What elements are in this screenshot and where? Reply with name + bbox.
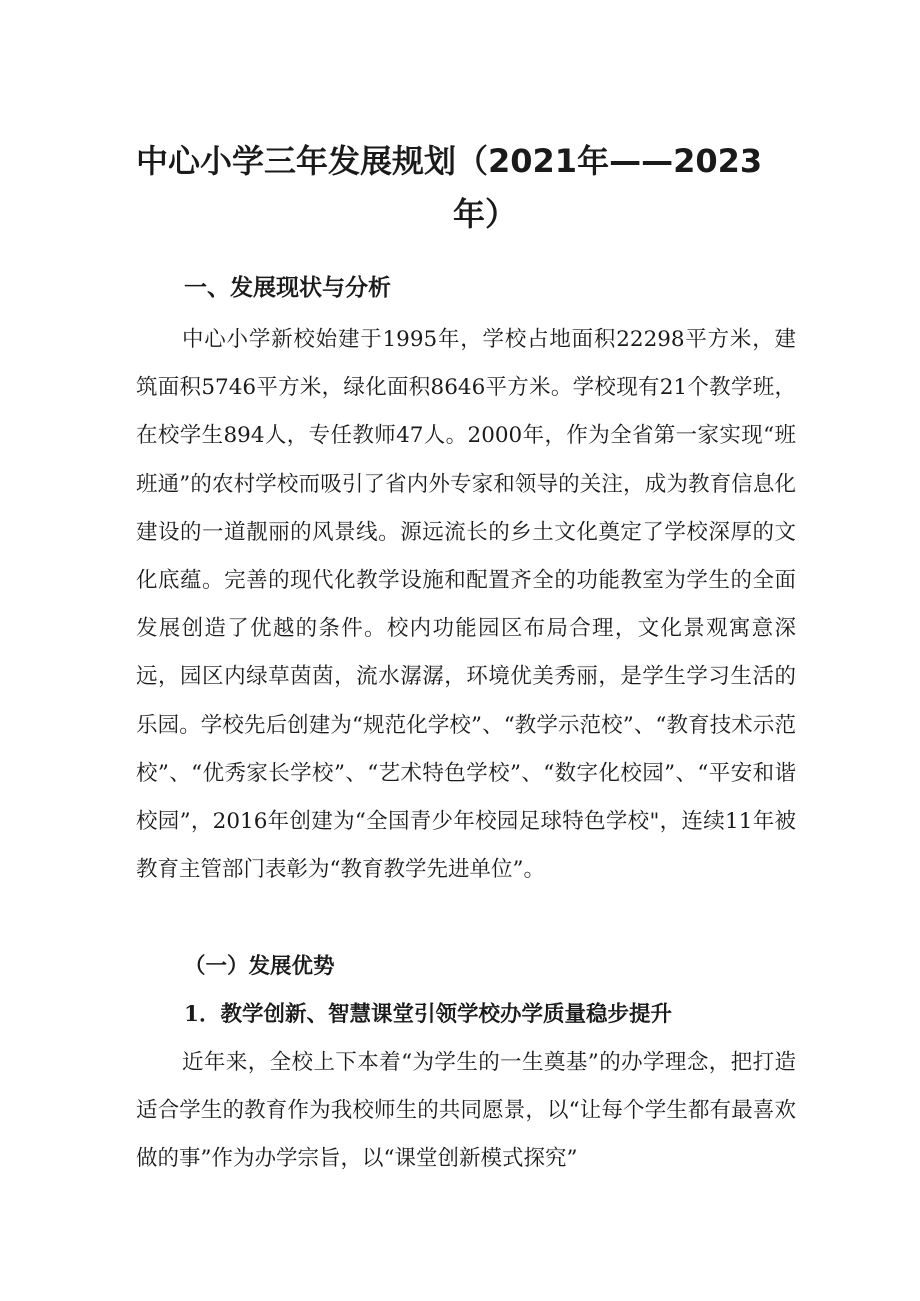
- item-heading-teaching-innovation: 1．教学创新、智慧课堂引领学校办学质量稳步提升: [184, 1002, 672, 1027]
- paragraph-school-overview: 中心小学新校始建于1995年，学校占地面积22298平方米，建筑面积5746平方米，绿化面积8646平方米。学校现有21个教学班，在校学生894人，专任教师47人。2000年，作为全省第一家实现“班班通”的农村学校而吸引了省内外专家和领导的关注，成为教育信息化建设的一道靓丽的风景线。源远流长的乡土文化奠定了学校深厚的文化底蕴。完善的现代化教学设施和配置齐全的功能教室为学生的全面发展创造了优越的条件。校内功能园区布局合理，文化景观寓意深远，园区内绿草茵茵，流水潺潺，环境优美秀丽，是学生学习生活的乐园。学校先后创建为“规范化学校”、“教学示范校”、“教育技术示范校”、“优秀家长学校”、“艺术特色学校”、“数字化校园”、“平安和谐校园”，2016年创建为“全国青少年校园足球特色学校"，连续11年被教育主管部门表彰为“教育教学先进单位”。: [136, 327, 796, 883]
- subsection-heading-advantages: （一）发展优势: [184, 954, 335, 979]
- document-title-line1: 中心小学三年发展规划（2021年——2023: [136, 142, 763, 180]
- paragraph-teaching-philosophy: 近年来，全校上下本着“为学生的一生奠基”的办学理念，把打造适合学生的教育作为我校师生的共同愿景，以“让每个学生都有最喜欢做的事”作为办学宗旨，以“课堂创新模式探究”: [136, 1050, 796, 1172]
- section-heading-status-analysis: 一、发展现状与分析: [184, 275, 391, 301]
- document-title-line2: 年）: [453, 195, 518, 233]
